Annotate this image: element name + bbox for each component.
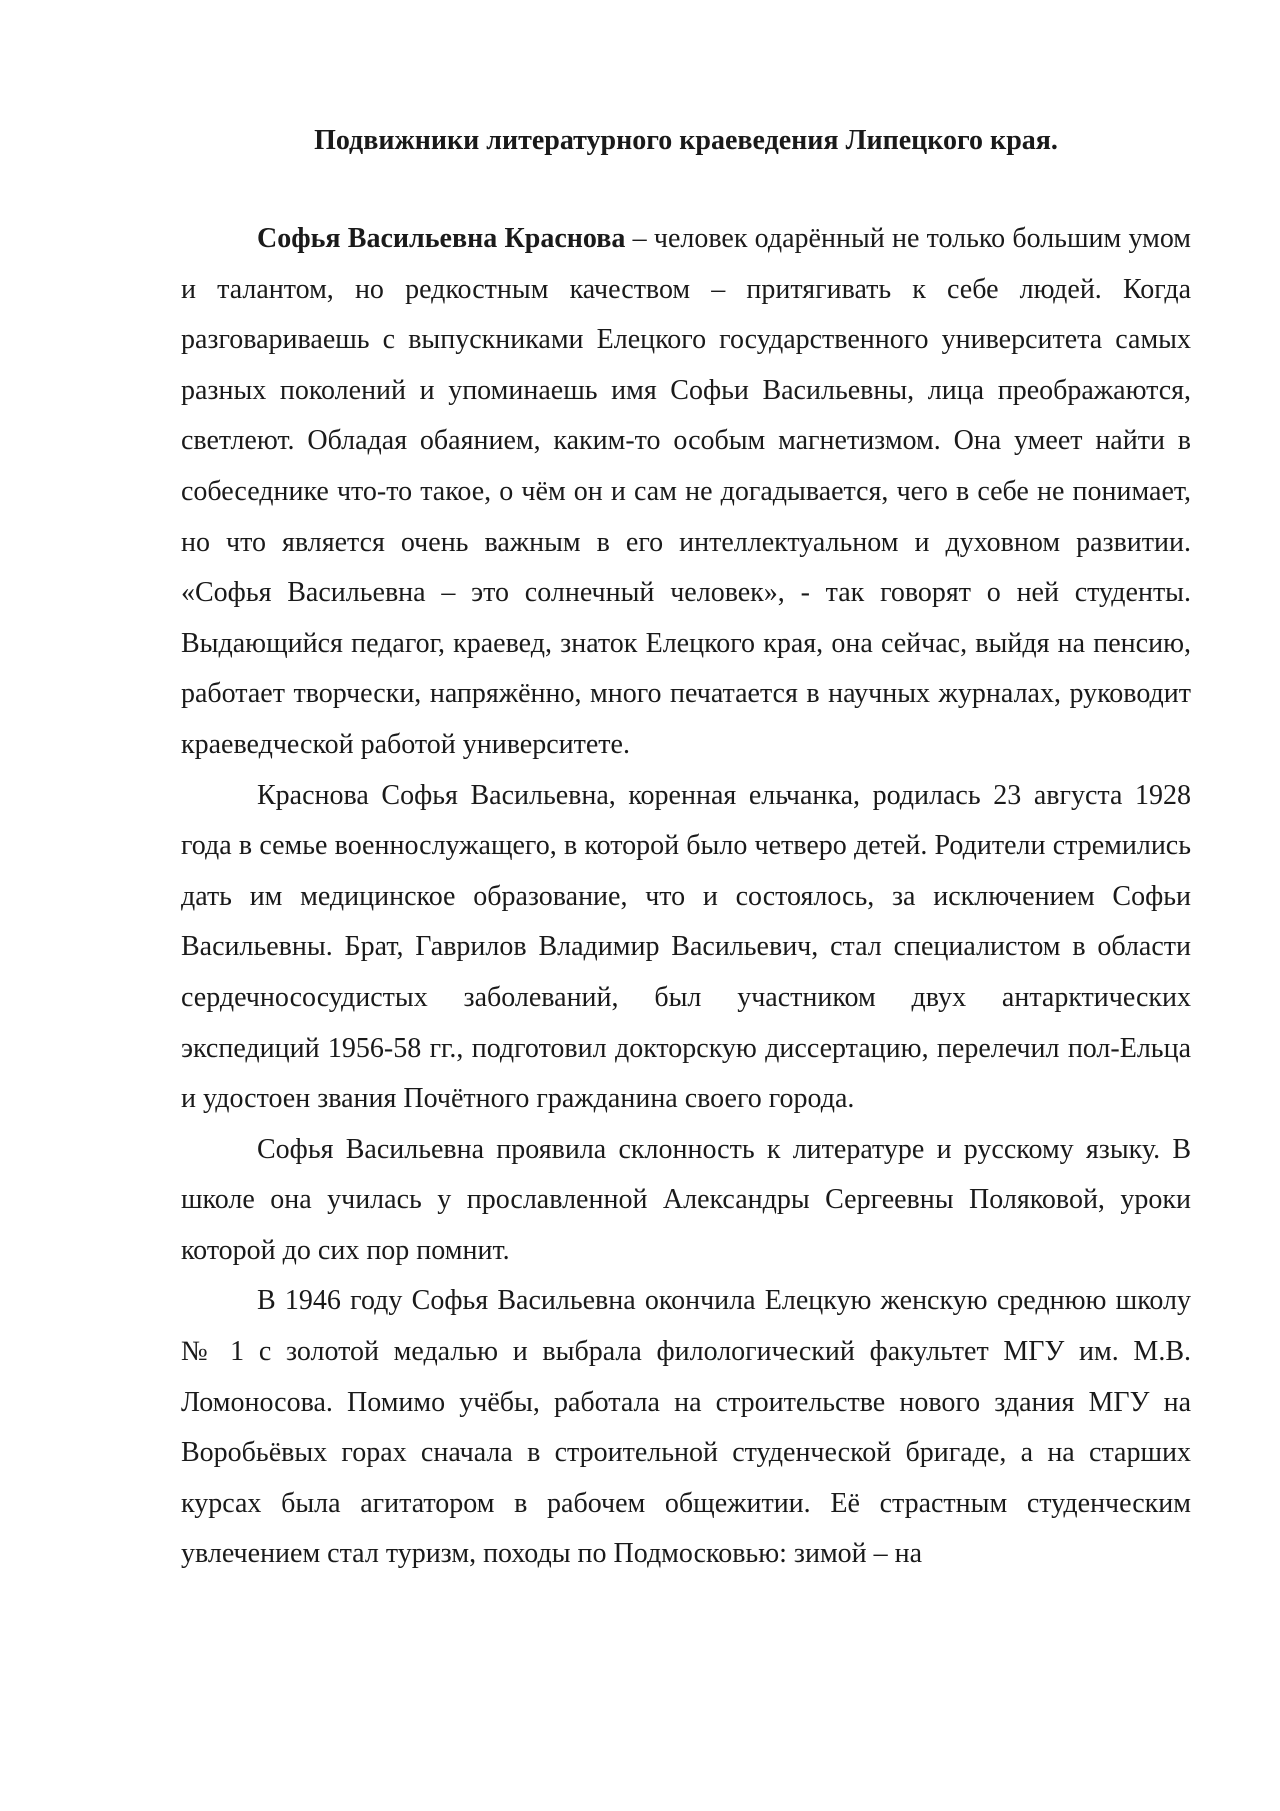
document-body [181, 214, 1191, 1580]
paragraph-1-text: – человек одарённый не только большим умом и талантом, но редкостным качеством – притягивать к себе людей. Когда разговариваешь с выпускниками Елецкого государственного университета самых разных поколений и упоминаешь имя Софьи Васильевны, лица преображаются, светлеют. Обладая обаянием, каким-то особым магнетизмом. Она умеет найти в собеседнике что-то такое, о чём он и сам не догадывается, чего в себе не понимает, но что является очень важным в его интеллектуальном и духовном развитии. «Софья Васильевна – это солнечный человек», - так говорят о ней студенты. Выдающийся педагог, краевед, знаток Елецкого края, она сейчас, выйдя на пенсию, работает творчески, напряжённо, много печатается в научных журналах, руководит краеведческой работой университете. [181, 223, 1192, 760]
document-title: Подвижники литературного краеведения Липецкого края. [314, 125, 1058, 156]
paragraph-4: В 1946 году Софья Васильевна окончила Елецкую женскую среднюю школу № 1 с золотой медалью и выбрала филологический факультет МГУ им. М.В. Ломоносова. Помимо учёбы, работала на строительстве нового здания МГУ на Воробьёвых горах сначала в строительной студенческой бригаде, а на старших курсах была агитатором в рабочем общежитии. Её страстным студенческим увлечением стал туризм, походы по Подмосковью: зимой – на [181, 1285, 1191, 1570]
paragraph-3: Софья Васильевна проявила склонность к литературе и русскому языку. В школе она училась у прославленной Александры Сергеевны Поляковой, уроки которой до сих пор помнит. [181, 1133, 1191, 1266]
paragraph-2: Краснова Софья Васильевна, коренная ельчанка, родилась 23 августа 1928 года в семье военнослужащего, в которой было четверо детей. Родители стремились дать им медицинское образование, что и состоялось, за исключением Софьи Васильевны. Брат, Гаврилов Владимир Васильевич, стал специалистом в области сердечнососудистых заболеваний, был участником двух антарктических экспедиций 1956-58 гг., подготовил докторскую диссертацию, перелечил пол-Ельца и удостоен звания Почётного гражданина своего города. [181, 779, 1191, 1115]
paragraph-1-lead-name: Софья Васильевна Краснова [257, 223, 626, 254]
paragraph-1 [181, 214, 1191, 771]
